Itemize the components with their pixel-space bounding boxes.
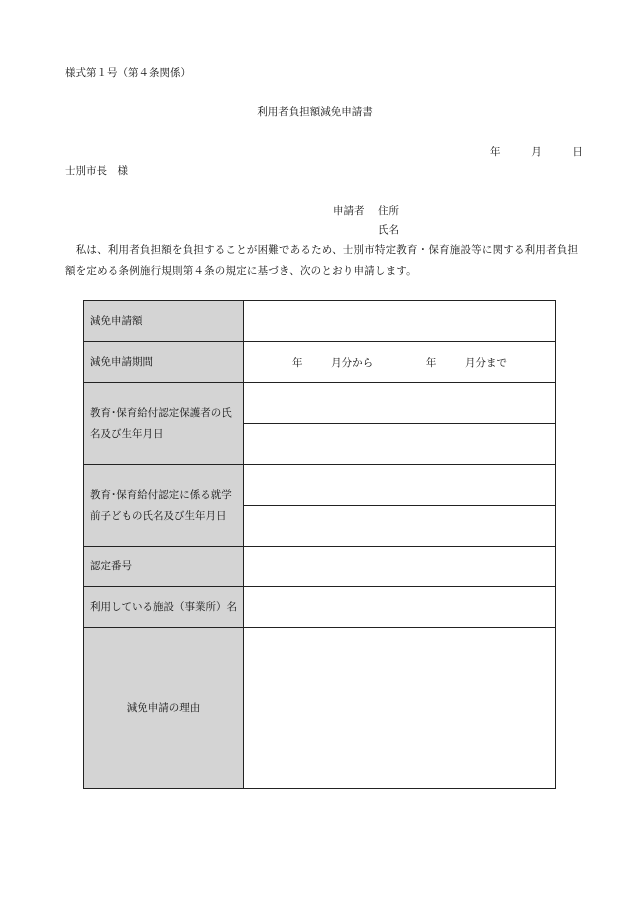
guardian-birthdate-field[interactable] — [244, 424, 556, 465]
guardian-label: 教育･保育給付認定保護者の氏名及び生年月日 — [84, 383, 244, 465]
application-table — [83, 300, 556, 789]
child-birthdate-field[interactable] — [244, 506, 556, 547]
table-row — [84, 547, 556, 587]
child-name-field[interactable] — [244, 465, 556, 506]
form-title: 利用者負担額減免申請書 — [257, 106, 373, 118]
period-year-2: 年 — [425, 356, 437, 369]
period-label: 減免申請期間 — [84, 342, 244, 383]
addressee: 士別市長 様 — [65, 165, 128, 177]
facility-field[interactable] — [244, 587, 556, 628]
table-row — [84, 587, 556, 628]
date-month: 月 — [531, 146, 542, 158]
guardian-name-field[interactable] — [244, 383, 556, 424]
table-row — [84, 301, 556, 342]
cert-number-field[interactable] — [244, 547, 556, 587]
applicant-label: 申請者 — [333, 205, 365, 217]
date-day: 日 — [572, 146, 583, 158]
reason-label: 減免申請の理由 — [84, 628, 244, 789]
table-row — [84, 383, 556, 424]
table-row — [84, 628, 556, 789]
applicant-address-label: 住所 — [378, 205, 399, 217]
cert-number-label: 認定番号 — [84, 547, 244, 587]
period-month-1: 月分から — [331, 356, 374, 369]
period-field[interactable] — [244, 342, 556, 383]
amount-label: 減免申請額 — [84, 301, 244, 342]
amount-field[interactable] — [244, 301, 556, 342]
date-year: 年 — [490, 146, 501, 158]
child-label: 教育･保育給付認定に係る就学前子どもの氏名及び生年月日 — [84, 465, 244, 547]
period-month-2: 月分まで — [465, 356, 508, 369]
form-id: 様式第１号（第４条関係） — [65, 67, 191, 79]
application-statement: 私は、利用者負担額を負担することが困難であるため、士別市特定教育・保育施設等に関する利用者負担額を定める条例施行規則第４条の規定に基づき、次のとおり申請します。 — [65, 244, 579, 277]
table-row — [84, 465, 556, 506]
reason-field[interactable] — [244, 628, 556, 789]
date-line — [490, 146, 583, 159]
table-row — [84, 342, 556, 383]
facility-label: 利用している施設（事業所）名 — [84, 587, 244, 628]
applicant-name-label: 氏名 — [378, 224, 399, 236]
period-year-1: 年 — [291, 356, 303, 369]
